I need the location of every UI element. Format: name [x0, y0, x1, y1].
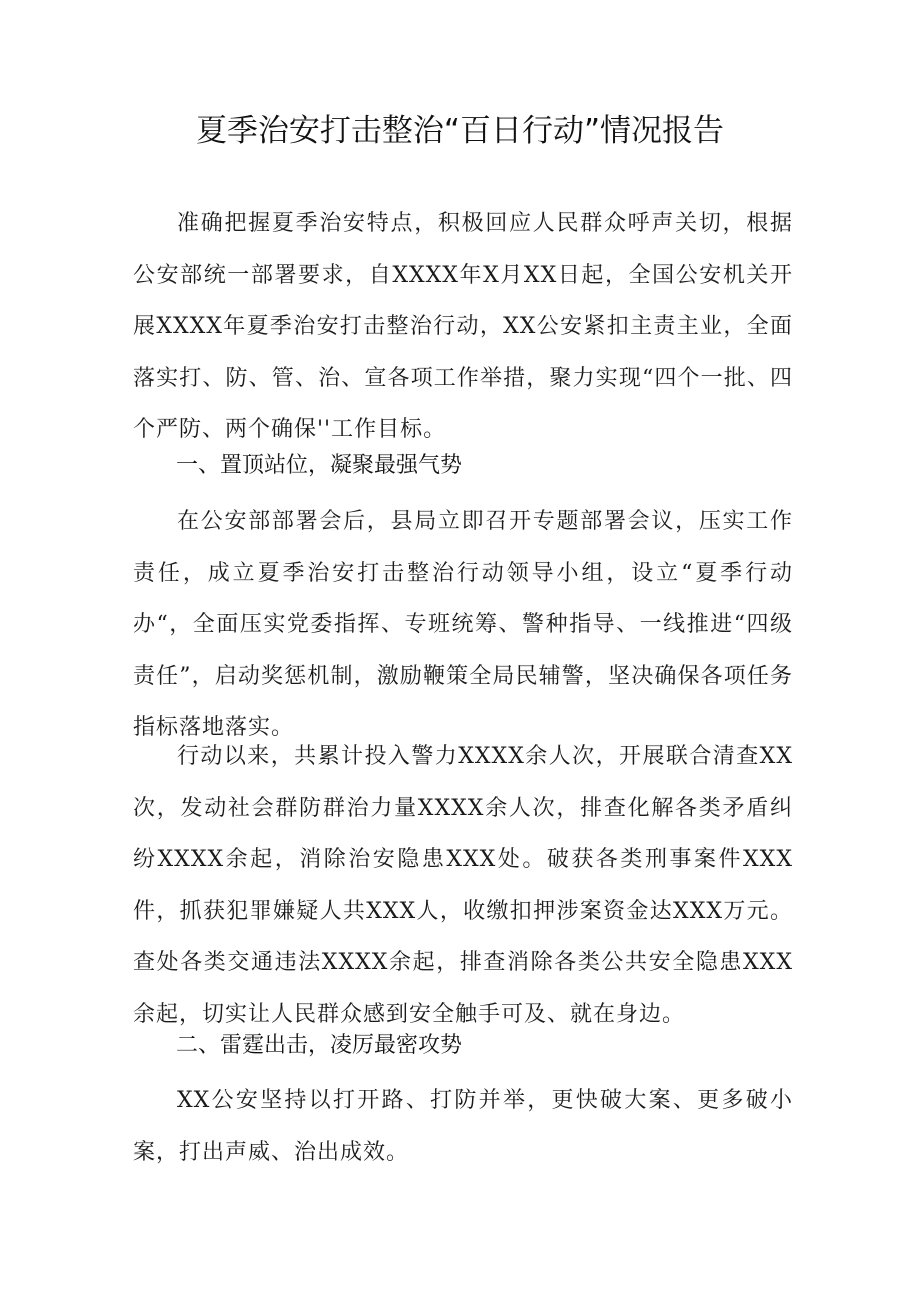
section-heading-2: 二、雷霆出击，凌厉最密攻势	[176, 1033, 463, 1058]
section1-paragraph-1: 在公安部部署会后，县局立即召开专题部署会议，压实工作责任，成立夏季治安打击整治行动领导小组，设立“夏季行动办“，全面压实党委指挥、专班统筹、警种指导、一线推进“四级责任”，启动奖惩机制，激励鞭策全局民辅警，坚决确保各项任务指标落地落实。	[133, 509, 793, 740]
intro-paragraph: 准确把握夏季治安特点，积极回应人民群众呼声关切，根据公安部统一部署要求，自XXXX年X月XX日起，全国公安机关开展XXXX年夏季治安打击整治行动，XX公安紧扣主责主业，全面落实打、防、管、治、宣各项工作举措，聚力实现“四个一批、四个严防、两个确保''工作目标。	[133, 211, 793, 442]
section1-paragraph-2: 行动以来，共累计投入警力XXXX余人次，开展联合清查XX次，发动社会群防群治力量XXXX余人次，排查化解各类矛盾纠纷XXXX余起，消除治安隐患XXX处。破获各类刑事案件XXX件，抓获犯罪嫌疑人共XXX人，收缴扣押涉案资金达XXX万元。查处各类交通违法XXXX余起，排查消除各类公共安全隐患XXX余起，切实让人民群众感到安全触手可及、就在身边。	[133, 744, 793, 1027]
section-heading-1: 一、置顶站位，凝聚最强气势	[176, 453, 463, 478]
section2-paragraph-1: XX公安坚持以打开路、打防并举，更快破大案、更多破小案，打出声威、治出成效。	[133, 1088, 793, 1165]
document-title: 夏季治安打击整治“百日行动”情况报告	[195, 113, 725, 149]
